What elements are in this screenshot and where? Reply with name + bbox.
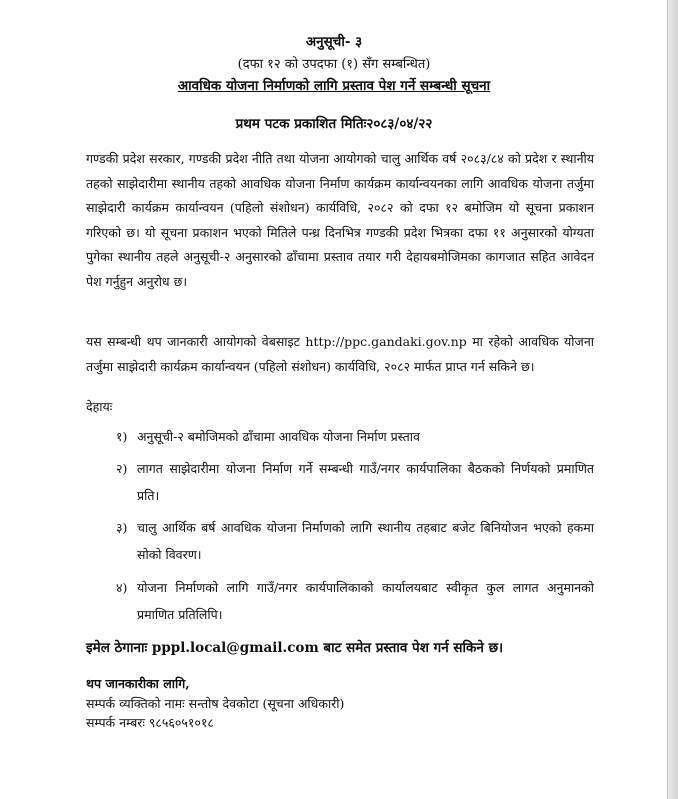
list-item (116, 514, 594, 568)
list-heading: देहायः (86, 399, 113, 414)
body-paragraph-2: यस सम्बन्धी थप जानकारी आयोगको वेबसाइट http://ppc.gandaki.gov.np मा रहेको आवधिक योजना तर्जुमा साझेदारी कार्यक्रम कार्यान्वयन (पहिलो संशोधन) कार्यविधि, २०८२ मार्फत प्राप्त गर्न सकिने छ। (86, 334, 594, 374)
publication-date: प्रथम पटक प्रकाशित मितिः२०८३/०४/२२ (235, 116, 433, 132)
list-item-text: योजना निर्माणको लागि गाउँ/नगर कार्यपालिकाको कार्यालयबाट स्वीकृत कुल लागत अनुमानको प्रमाणित प्रतिलिपि। (137, 580, 594, 622)
notice-title: आवधिक योजना निर्माणको लागि प्रस्ताव पेश गर्ने सम्बन्धी सूचना (177, 78, 491, 94)
window-edge (667, 0, 678, 799)
body-paragraph-1: गण्डकी प्रदेश सरकार, गण्डकी प्रदेश नीति तथा योजना आयोगको चालु आर्थिक वर्ष २०८३/८४ को प्रदेश र स्थानीय तहको साझेदारीमा स्थानीय तहको आवधिक योजना निर्माण कार्यक्रम कार्यान्वयनका लागि आवधिक योजना तर्जुमा साझेदारी कार्यक्रम कार्यान्वयन (पहिलो संशोधन) कार्यविधि, २०८२ को दफा १२ बमोजिम यो सूचना प्रकाशन गरिएको छ। यो सूचना प्रकाशन भएको मितिले पन्ध्र दिनभित्र गण्डकी प्रदेश भित्रका दफा ११ अनुसारको योग्यता पुगेका स्थानीय तहले अनुसूची-२ अनुसारको ढाँचामा प्रस्ताव तयार गरी देहायबमोजिमका कागजात सहित आवेदन पेश गर्नुहुन अनुरोध छ। (86, 151, 594, 289)
contact-number: सम्पर्क नम्बरः ९८५६०५१०१८ (86, 715, 214, 730)
contact-heading: थप जानकारीका लागि, (86, 676, 190, 691)
list-item-text: चालु आर्थिक बर्ष आवधिक योजना निर्माणको लागि स्थानीय तहबाट बजेट बिनियोजन भएको हकमा सोको विवरण। (137, 520, 594, 562)
list-item-number: २) (116, 461, 128, 476)
section-reference: (दफा १२ को उपदफा (१) सँग सम्बन्धित) (237, 57, 431, 72)
list-item-number: ४) (116, 580, 128, 595)
contact-person: सम्पर्क व्यक्तिको नामः सन्तोष देवकोटा (सूचना अधिकारी) (86, 696, 345, 711)
list-item-number: १) (116, 429, 128, 444)
list-item-text: लागत साझेदारीमा योजना निर्माण गर्ने सम्बन्धी गाउँ/नगर कार्यपालिका बैठकको निर्णयको प्रमाणित प्रति। (137, 461, 594, 503)
list-item (116, 423, 594, 450)
list-item-text: अनुसूची-२ बमोजिमको ढाँचामा आवधिक योजना निर्माण प्रस्ताव (137, 429, 420, 444)
list-item (116, 455, 594, 509)
email-line: इमेल ठेगानाः pppl.local@gmail.com बाट समेत प्रस्ताव पेश गर्न सकिने छ। (86, 640, 504, 656)
list-item-number: ३) (116, 520, 128, 535)
annex-heading: अनुसूची- ३ (305, 34, 363, 50)
list-item (116, 574, 594, 628)
